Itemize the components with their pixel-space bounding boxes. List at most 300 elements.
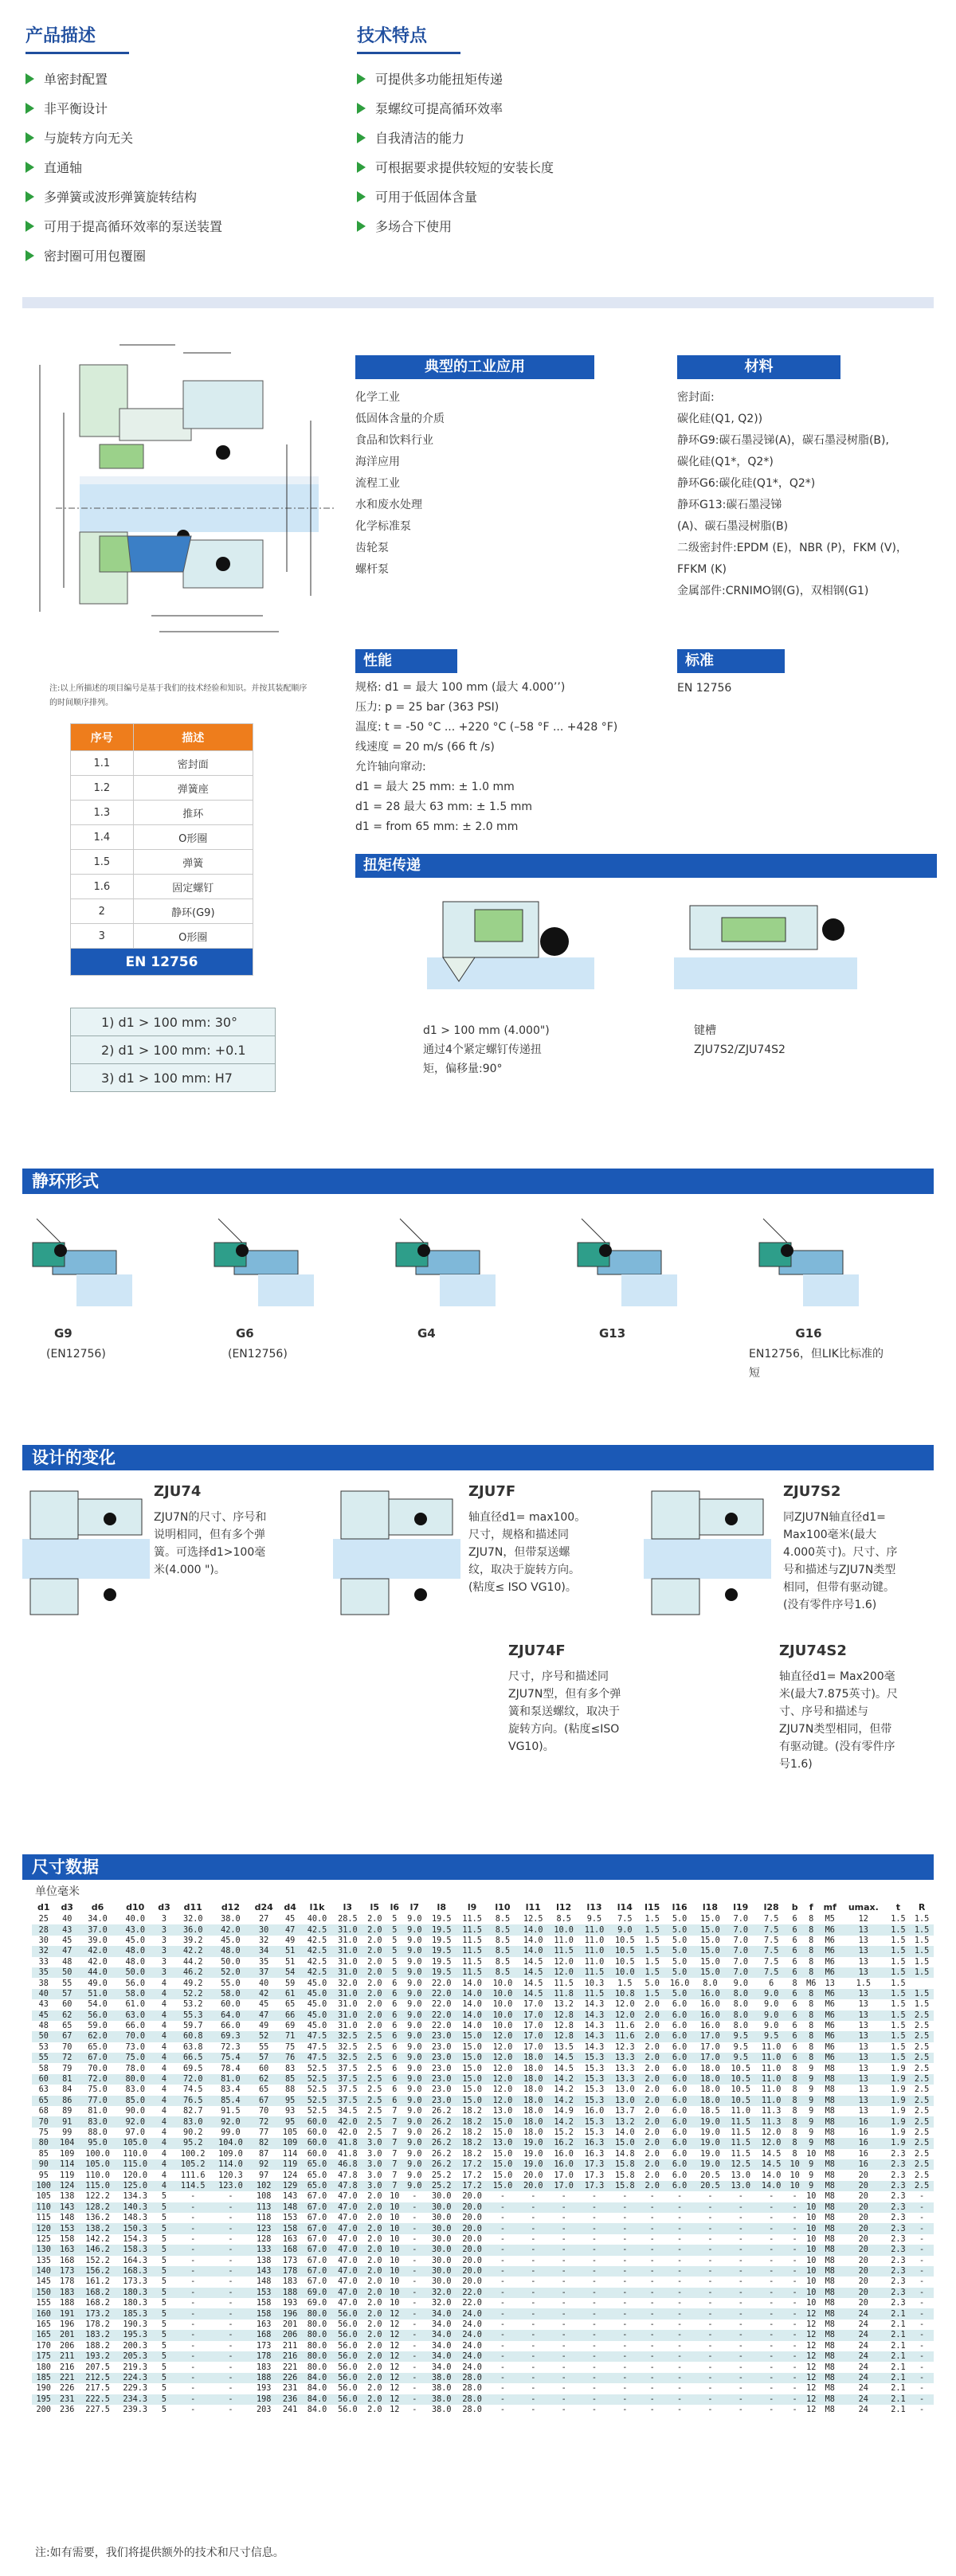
dimensions-cell: 10 bbox=[806, 2277, 817, 2287]
dimensions-cell: 173 bbox=[256, 2341, 272, 2351]
dimensions-cell: 2.3 bbox=[891, 2299, 906, 2308]
dimensions-cell: 19.0 bbox=[695, 2116, 725, 2127]
dimensions-cell: - bbox=[518, 2373, 548, 2383]
dimensions-cell: 13.2 bbox=[609, 2116, 640, 2127]
dimensions-cell: 173 bbox=[282, 2256, 298, 2265]
dimensions-cell: 66.5 bbox=[174, 2053, 212, 2063]
feature-text: 泵螺纹可提高循环效率 bbox=[375, 101, 503, 116]
dimensions-cell: 1.9 bbox=[891, 2107, 906, 2116]
dimensions-cell: 196 bbox=[278, 2308, 301, 2319]
dimensions-cell: M8 bbox=[820, 2308, 840, 2319]
dimensions-section-bar: 尺寸数据 bbox=[22, 1854, 934, 1880]
dimensions-cell: 143 bbox=[249, 2266, 278, 2277]
dimensions-cell: 10 bbox=[803, 2202, 820, 2213]
text-line: d1 > 100 mm (4.000") bbox=[423, 1024, 550, 1037]
dimensions-cell: - bbox=[548, 2308, 578, 2319]
dimensions-cell: 32 bbox=[32, 1946, 55, 1956]
dimensions-cell: 70.0 bbox=[88, 2064, 108, 2073]
dimensions-cell: - bbox=[190, 2384, 196, 2394]
seat-form-subtitle: EN12756，但LIK比标准的短 bbox=[749, 1348, 884, 1380]
dimensions-row bbox=[32, 2031, 934, 2042]
dimensions-cell: 70.0 bbox=[116, 2031, 154, 2042]
dimensions-cell: 19.5 bbox=[426, 1967, 456, 1978]
dimensions-cell: 211 bbox=[55, 2351, 78, 2362]
dimensions-cell: 9.0 bbox=[407, 2000, 422, 2010]
dimensions-cell: 8 bbox=[792, 2149, 797, 2159]
dimensions-cell: M8 bbox=[820, 2159, 840, 2170]
dimensions-cell: 18.2 bbox=[462, 2128, 482, 2137]
dimensions-cell: - bbox=[190, 2234, 196, 2244]
dimensions-cell: 188 bbox=[60, 2299, 75, 2308]
dimensions-cell: 34.0 bbox=[431, 2341, 452, 2351]
dimensions-cell: - bbox=[518, 2394, 548, 2405]
dimensions-cell: 2.0 bbox=[641, 2181, 664, 2191]
text-line: 海洋应用 bbox=[355, 456, 400, 468]
dimensions-row bbox=[32, 2330, 934, 2340]
dimensions-cell: 178.2 bbox=[85, 2320, 110, 2330]
dimensions-cell: 16 bbox=[858, 2128, 868, 2137]
seat-form-item bbox=[22, 1211, 198, 1394]
dimensions-cell: - bbox=[707, 2277, 713, 2287]
dimensions-cell: 52.5 bbox=[307, 2085, 327, 2095]
dimensions-cell: 46.2 bbox=[174, 1967, 212, 1978]
dimensions-cell: 26.2 bbox=[426, 2159, 456, 2170]
dimensions-cell: 11.5 bbox=[726, 2116, 756, 2127]
dimensions-cell: M8 bbox=[820, 2202, 840, 2213]
dimensions-cell: 31.0 bbox=[332, 2010, 362, 2021]
dimensions-cell: 9 bbox=[803, 2181, 820, 2191]
dimensions-cell: - bbox=[738, 2341, 743, 2351]
dimensions-cell: 34.0 bbox=[431, 2320, 452, 2330]
dimensions-cell: - bbox=[695, 2245, 725, 2255]
dimensions-cell: 12.0 bbox=[756, 2138, 786, 2148]
dimensions-cell: - bbox=[174, 2373, 212, 2383]
dimensions-cell: 11.5 bbox=[726, 2138, 756, 2148]
parts-row bbox=[71, 924, 253, 949]
dimensions-cell: 6.0 bbox=[664, 2053, 695, 2063]
seal-drawing-svg bbox=[24, 333, 343, 644]
variant-name: ZJU74 bbox=[154, 1483, 202, 1500]
dimensions-cell: 12.0 bbox=[492, 2064, 513, 2073]
dimensions-cell: 72 bbox=[55, 2053, 78, 2063]
parts-cell: 1.4 bbox=[71, 825, 134, 850]
dimensions-cell: - bbox=[174, 2266, 212, 2277]
dimensions-cell: 138 bbox=[60, 2192, 75, 2202]
seat-forms-row bbox=[22, 1211, 934, 1394]
dimensions-cell: 7.5 bbox=[617, 1915, 633, 1924]
dimensions-cell: 58.0 bbox=[116, 1989, 154, 1999]
dimensions-cell: - bbox=[190, 2299, 196, 2308]
dimensions-cell: 22.0 bbox=[431, 2022, 452, 2031]
dimensions-cell: 58 bbox=[38, 2064, 49, 2073]
dimensions-cell: - bbox=[738, 2256, 743, 2265]
dimensions-cell: 7.0 bbox=[733, 1915, 748, 1924]
dimensions-cell: 20 bbox=[858, 2214, 868, 2223]
dimensions-cell: - bbox=[786, 2394, 803, 2405]
dimensions-cell: 54 bbox=[278, 1967, 301, 1978]
dimensions-cell: 19.0 bbox=[700, 2128, 720, 2137]
dimensions-cell: - bbox=[726, 2394, 756, 2405]
dimensions-cell: 9.0 bbox=[407, 2064, 422, 2073]
dimensions-cell: 6 bbox=[392, 1979, 398, 1988]
dimensions-cell: - bbox=[738, 2299, 743, 2308]
dimensions-cell: 18.2 bbox=[462, 2107, 482, 2116]
dimensions-cell: 69.3 bbox=[212, 2031, 249, 2042]
dimensions-cell: - bbox=[228, 2384, 233, 2394]
dimensions-cell: 49 bbox=[259, 2022, 269, 2031]
dimensions-cell: - bbox=[649, 2277, 655, 2287]
dimensions-cell: - bbox=[212, 2288, 249, 2298]
dimensions-cell: 34.5 bbox=[338, 2107, 358, 2116]
dimensions-cell: M8 bbox=[825, 2128, 835, 2137]
dimensions-cell: 195.3 bbox=[116, 2330, 154, 2340]
dimensions-cell: 8 bbox=[809, 2022, 814, 2031]
dimensions-row bbox=[32, 2213, 934, 2223]
dimensions-cell: 14.5 bbox=[548, 2053, 578, 2063]
dimensions-cell: 12.0 bbox=[492, 2085, 513, 2095]
dimensions-cell: - bbox=[726, 2266, 756, 2277]
dimensions-cell: 15.0 bbox=[456, 2031, 487, 2042]
dimensions-cell: 2.5 bbox=[910, 2053, 934, 2063]
dimensions-cell: - bbox=[531, 2320, 536, 2330]
arrow-icon bbox=[357, 162, 366, 173]
dimensions-header-cell: l9 bbox=[467, 1902, 477, 1912]
dimensions-cell: - bbox=[786, 2202, 803, 2213]
dimensions-cell: 2.3 bbox=[887, 2245, 910, 2255]
dimensions-cell: 15.0 bbox=[492, 2149, 513, 2159]
dimensions-cell: 2.3 bbox=[891, 2277, 906, 2287]
dimensions-cell: 2.0 bbox=[363, 2330, 386, 2340]
dimensions-cell: 69.0 bbox=[302, 2288, 332, 2298]
dimensions-cell: 128 bbox=[256, 2234, 272, 2244]
dimensions-cell: 23.0 bbox=[426, 2031, 456, 2042]
dimensions-cell: 65.0 bbox=[88, 2042, 108, 2052]
dimensions-cell: - bbox=[579, 2288, 609, 2298]
dimensions-header-cell: d11 bbox=[183, 1902, 202, 1912]
dimensions-cell: 130 bbox=[32, 2245, 55, 2255]
dimensions-cell: 20.0 bbox=[518, 2181, 548, 2191]
dimensions-cell: 9.5 bbox=[726, 2053, 756, 2063]
dimensions-cell: 16.3 bbox=[579, 2138, 609, 2148]
dimensions-cell: - bbox=[726, 2373, 756, 2383]
dimensions-cell: 138.2 bbox=[79, 2223, 116, 2233]
dimensions-cell: 6 bbox=[786, 2053, 803, 2063]
seat-form-name: G4 bbox=[417, 1326, 436, 1341]
dimensions-cell: 23.0 bbox=[431, 2085, 452, 2095]
dimensions-cell: - bbox=[695, 2266, 725, 2277]
dimensions-cell: 9.5 bbox=[756, 2031, 786, 2042]
dimensions-cell: 92.0 bbox=[116, 2116, 154, 2127]
dimensions-cell: 14.5 bbox=[523, 1979, 543, 1988]
dimensions-cell: 7 bbox=[392, 2107, 398, 2116]
dimensions-cell: 16.0 bbox=[584, 2107, 605, 2116]
dimensions-cell: 14.0 bbox=[761, 2171, 782, 2180]
dimensions-cell: 10 bbox=[786, 2181, 803, 2191]
dimensions-cell: - bbox=[792, 2320, 797, 2330]
dimensions-cell: 24.0 bbox=[462, 2363, 482, 2372]
dimensions-cell: - bbox=[792, 2256, 797, 2265]
dimensions-cell: 207.5 bbox=[85, 2363, 110, 2372]
dimensions-cell: 82 bbox=[249, 2138, 278, 2148]
dimensions-cell: 11.5 bbox=[548, 1946, 578, 1956]
dimensions-cell: 18.0 bbox=[695, 2096, 725, 2106]
dimensions-header-cell: l8 bbox=[437, 1902, 446, 1912]
torque-section bbox=[355, 854, 937, 1075]
dimensions-cell: 67 bbox=[55, 2031, 78, 2042]
dimensions-cell: - bbox=[769, 2363, 774, 2372]
dimensions-cell: 20 bbox=[858, 2256, 868, 2265]
dimensions-cell: 7 bbox=[386, 2116, 403, 2127]
dimensions-cell: 17.3 bbox=[579, 2181, 609, 2191]
dimensions-cell: 5 bbox=[392, 1915, 398, 1924]
dimensions-cell: 118 bbox=[256, 2214, 272, 2223]
dimensions-cell: 100 bbox=[32, 2181, 55, 2191]
dimensions-cell: 9 bbox=[809, 2085, 814, 2095]
dimensions-row bbox=[32, 2074, 934, 2085]
dimensions-cell: 81 bbox=[55, 2074, 78, 2085]
dimensions-cell: - bbox=[531, 2234, 536, 2244]
dimensions-cell: - bbox=[518, 2245, 548, 2255]
dimensions-cell: 92.0 bbox=[212, 2116, 249, 2127]
dimensions-cell: 60.8 bbox=[174, 2031, 212, 2042]
dimensions-cell: 2.1 bbox=[887, 2394, 910, 2405]
dimensions-cell: 164.3 bbox=[123, 2256, 148, 2265]
dimensions-cell: 114.0 bbox=[212, 2159, 249, 2170]
dimensions-cell: 35 bbox=[259, 1957, 269, 1967]
dimensions-cell: 26.2 bbox=[426, 2116, 456, 2127]
dimensions-cell: 3.0 bbox=[367, 2149, 382, 2159]
dimensions-cell: - bbox=[403, 2373, 426, 2383]
dimensions-cell: 13 bbox=[840, 2053, 887, 2063]
dimensions-cell: 14.0 bbox=[456, 1989, 487, 1999]
dimensions-cell: 10 bbox=[806, 2234, 817, 2244]
dimensions-cell: 45 bbox=[259, 2000, 269, 2010]
dimensions-cell: 34.0 bbox=[88, 1915, 108, 1924]
text-line: 金属部件:CRNIMO钢(G)，双相钢(G1) bbox=[677, 585, 869, 597]
dimensions-cell: - bbox=[190, 2192, 196, 2202]
parts-row bbox=[71, 776, 253, 801]
dimensions-cell: 17.0 bbox=[523, 2000, 543, 2010]
dimensions-cell: 200 bbox=[36, 2406, 51, 2415]
dimensions-cell: 85.0 bbox=[116, 2096, 154, 2106]
dimensions-cell: 62 bbox=[249, 2074, 278, 2085]
dimensions-cell: 154.3 bbox=[123, 2234, 148, 2244]
variant-name: ZJU74F bbox=[508, 1642, 566, 1659]
dimensions-cell: 47.5 bbox=[302, 2053, 332, 2063]
dimensions-cell: 28.0 bbox=[462, 2406, 482, 2415]
dimensions-row bbox=[32, 2341, 934, 2351]
dimensions-cell: 102 bbox=[249, 2181, 278, 2191]
dimensions-cell: - bbox=[579, 2330, 609, 2340]
feature-text: 直通轴 bbox=[44, 160, 83, 175]
section-divider bbox=[22, 297, 934, 308]
dimensions-cell: M8 bbox=[820, 2138, 840, 2148]
feature-item bbox=[357, 182, 692, 211]
dimensions-cell: 12.0 bbox=[488, 2096, 518, 2106]
dimensions-cell: 15.0 bbox=[700, 1936, 720, 1945]
dimensions-cell: - bbox=[726, 2351, 756, 2362]
dimensions-cell: 69 bbox=[284, 2022, 296, 2031]
dimensions-cell: 56.0 bbox=[338, 2363, 358, 2372]
dimensions-cell: M8 bbox=[825, 2214, 835, 2223]
dimensions-cell: 2.0 bbox=[367, 2277, 382, 2287]
dimensions-cell: 30.0 bbox=[426, 2266, 456, 2277]
dimensions-cell: - bbox=[707, 2320, 713, 2330]
dimensions-cell: 93 bbox=[284, 2107, 296, 2116]
text-line: d1 = 最大 25 mm: ± 1.0 mm bbox=[355, 781, 515, 793]
feature-item bbox=[357, 64, 692, 93]
dimensions-cell: 18.0 bbox=[700, 2085, 720, 2095]
dimensions-cell: 158 bbox=[249, 2308, 278, 2319]
dimensions-cell: 2.0 bbox=[363, 2202, 386, 2213]
dimensions-cell: 15.8 bbox=[609, 2159, 640, 2170]
dimensions-cell: - bbox=[707, 2406, 713, 2415]
dimensions-cell: M6 bbox=[825, 1957, 835, 1967]
dimensions-cell: 6 bbox=[786, 1924, 803, 1935]
dimensions-cell: - bbox=[561, 2320, 566, 2330]
dimensions-cell: - bbox=[756, 2202, 786, 2213]
dimensions-cell: 56.0 bbox=[332, 2308, 362, 2319]
dimensions-cell: 35 bbox=[32, 1967, 55, 1978]
dimensions-cell: - bbox=[412, 2363, 417, 2372]
dimensions-cell: 110.0 bbox=[85, 2171, 110, 2180]
dimensions-cell: 55.0 bbox=[221, 1979, 241, 1988]
text-line: ZJU7S2/ZJU74S2 bbox=[694, 1043, 786, 1056]
text-line: 流程工业 bbox=[355, 477, 400, 490]
dimensions-row bbox=[32, 2042, 934, 2053]
dimensions-cell: 7.5 bbox=[756, 1967, 786, 1978]
dimensions-cell: 6.0 bbox=[664, 2096, 695, 2106]
dimensions-cell: 24 bbox=[858, 2341, 868, 2351]
dimensions-cell: - bbox=[769, 2214, 774, 2223]
dimensions-cell: - bbox=[591, 2234, 598, 2244]
dimensions-cell: M8 bbox=[820, 2223, 840, 2233]
dimensions-row bbox=[32, 2149, 934, 2159]
dimensions-cell: - bbox=[726, 2308, 756, 2319]
dimensions-cell: - bbox=[531, 2363, 536, 2372]
dimensions-row bbox=[32, 2320, 934, 2330]
dimensions-cell: - bbox=[228, 2363, 233, 2372]
dimensions-cell: 45.0 bbox=[302, 2010, 332, 2021]
dimensions-cell: 76 bbox=[278, 2053, 301, 2063]
dimensions-cell: 9.0 bbox=[403, 1946, 426, 1956]
dimensions-cell: 4 bbox=[161, 2128, 167, 2137]
dimensions-cell: 1.9 bbox=[891, 2128, 906, 2137]
dimensions-cell: M6 bbox=[825, 2000, 835, 2010]
dimensions-cell: 221 bbox=[282, 2363, 298, 2372]
dimensions-cell: 148.3 bbox=[123, 2214, 148, 2223]
dimensions-cell: 38 bbox=[38, 1979, 49, 1988]
dimensions-cell: 2.3 bbox=[891, 2171, 906, 2180]
dimensions-cell: 8 bbox=[803, 1989, 820, 1999]
dimensions-cell: 9 bbox=[809, 2171, 814, 2180]
dimensions-cell: - bbox=[174, 2245, 212, 2255]
arrow-icon bbox=[357, 191, 366, 202]
dimensions-cell: 5 bbox=[386, 1967, 403, 1978]
dimensions-cell: 48.0 bbox=[212, 1946, 249, 1956]
dimensions-cell: 52.5 bbox=[307, 2107, 327, 2116]
dimensions-cell: 10 bbox=[390, 2214, 400, 2223]
dimensions-cell: 9.0 bbox=[403, 2096, 426, 2106]
dimensions-row bbox=[32, 1999, 934, 2010]
dimensions-cell: 66.0 bbox=[125, 2022, 145, 2031]
dimensions-cell: 2.1 bbox=[891, 2320, 906, 2330]
dimensions-cell: 12.0 bbox=[554, 1957, 574, 1967]
dimensions-cell: 67.0 bbox=[307, 2214, 327, 2223]
dimensions-cell: 16 bbox=[840, 2159, 887, 2170]
dimensions-cell: 6.0 bbox=[664, 2116, 695, 2127]
dimensions-cell: 20.0 bbox=[462, 2214, 482, 2223]
dimensions-cell: 2.1 bbox=[887, 2351, 910, 2362]
dimensions-cell: 18.0 bbox=[518, 2053, 548, 2063]
dimensions-cell: 13 bbox=[858, 2000, 868, 2010]
dimensions-cell: 60.0 bbox=[307, 2128, 327, 2137]
dimensions-cell: - bbox=[649, 2341, 655, 2351]
dimensions-cell: 12 bbox=[390, 2363, 400, 2372]
dimensions-cell: 70 bbox=[259, 2107, 269, 2116]
variant-item bbox=[644, 1483, 946, 1634]
dimensions-cell: 10.0 bbox=[492, 2022, 513, 2031]
dimensions-cell: 48 bbox=[62, 1957, 72, 1967]
dimensions-cell: 2.5 bbox=[910, 2159, 934, 2170]
dimensions-cell: 100.0 bbox=[85, 2149, 110, 2159]
feature-text: 多弹簧或波形弹簧旋转结构 bbox=[44, 190, 198, 205]
dimensions-cell: 38.0 bbox=[221, 1915, 241, 1924]
text-line: 静环G9:碳石墨浸锑(A)，碳石墨浸树脂(B), bbox=[677, 434, 889, 447]
dimensions-cell: 10.5 bbox=[615, 1957, 635, 1967]
dimensions-cell: 191 bbox=[55, 2308, 78, 2319]
dimensions-unit: 单位毫米 bbox=[35, 1885, 80, 1898]
dimensions-cell: 67.0 bbox=[307, 2256, 327, 2265]
dimensions-cell: 4 bbox=[154, 2010, 174, 2021]
dimensions-cell: 2.0 bbox=[645, 2042, 660, 2052]
dimensions-cell: - bbox=[579, 2373, 609, 2383]
dimensions-cell: 84.0 bbox=[307, 2384, 327, 2394]
dimensions-cell: - bbox=[579, 2394, 609, 2405]
dimensions-cell: 47.0 bbox=[338, 2234, 358, 2244]
dimensions-cell: 5.0 bbox=[664, 1924, 695, 1935]
dimensions-cell: 13.0 bbox=[726, 2181, 756, 2191]
dimensions-cell: 8 bbox=[803, 2010, 820, 2021]
dimensions-cell: - bbox=[769, 2192, 774, 2202]
dimensions-header-cell: umax. bbox=[848, 1902, 879, 1912]
dimensions-cell: 216 bbox=[60, 2363, 75, 2372]
variant-drawing bbox=[22, 1483, 150, 1619]
dimensions-cell: 2.0 bbox=[363, 2351, 386, 2362]
dimensions-cell: 2.5 bbox=[910, 2096, 934, 2106]
dimensions-cell: 47.0 bbox=[332, 2202, 362, 2213]
dimensions-cell: 23.0 bbox=[426, 2053, 456, 2063]
dimensions-cell: M8 bbox=[820, 2096, 840, 2106]
parts-row bbox=[71, 825, 253, 850]
dimensions-cell: - bbox=[174, 2202, 212, 2213]
dimensions-cell: 17.0 bbox=[523, 2022, 543, 2031]
dimensions-cell: 153 bbox=[55, 2223, 78, 2233]
dimensions-cell: 12 bbox=[803, 2351, 820, 2362]
dimensions-cell: 2.0 bbox=[363, 2245, 386, 2255]
dimensions-cell: 65 bbox=[62, 2022, 72, 2031]
dimensions-cell: 13 bbox=[858, 2107, 868, 2116]
dimensions-cell: 75.4 bbox=[212, 2053, 249, 2063]
dimensions-cell: 24 bbox=[840, 2373, 887, 2383]
dimensions-cell: 12 bbox=[803, 2373, 820, 2383]
dimensions-cell: 12 bbox=[386, 2351, 403, 2362]
dimensions-cell: 45 bbox=[284, 1915, 296, 1924]
dimensions-cell: 24 bbox=[840, 2330, 887, 2340]
note-cell: 2) d1 > 100 mm: +0.1 bbox=[71, 1036, 276, 1064]
dimensions-cell: 19.0 bbox=[518, 2159, 548, 2170]
dimensions-cell: 6 bbox=[386, 1989, 403, 1999]
